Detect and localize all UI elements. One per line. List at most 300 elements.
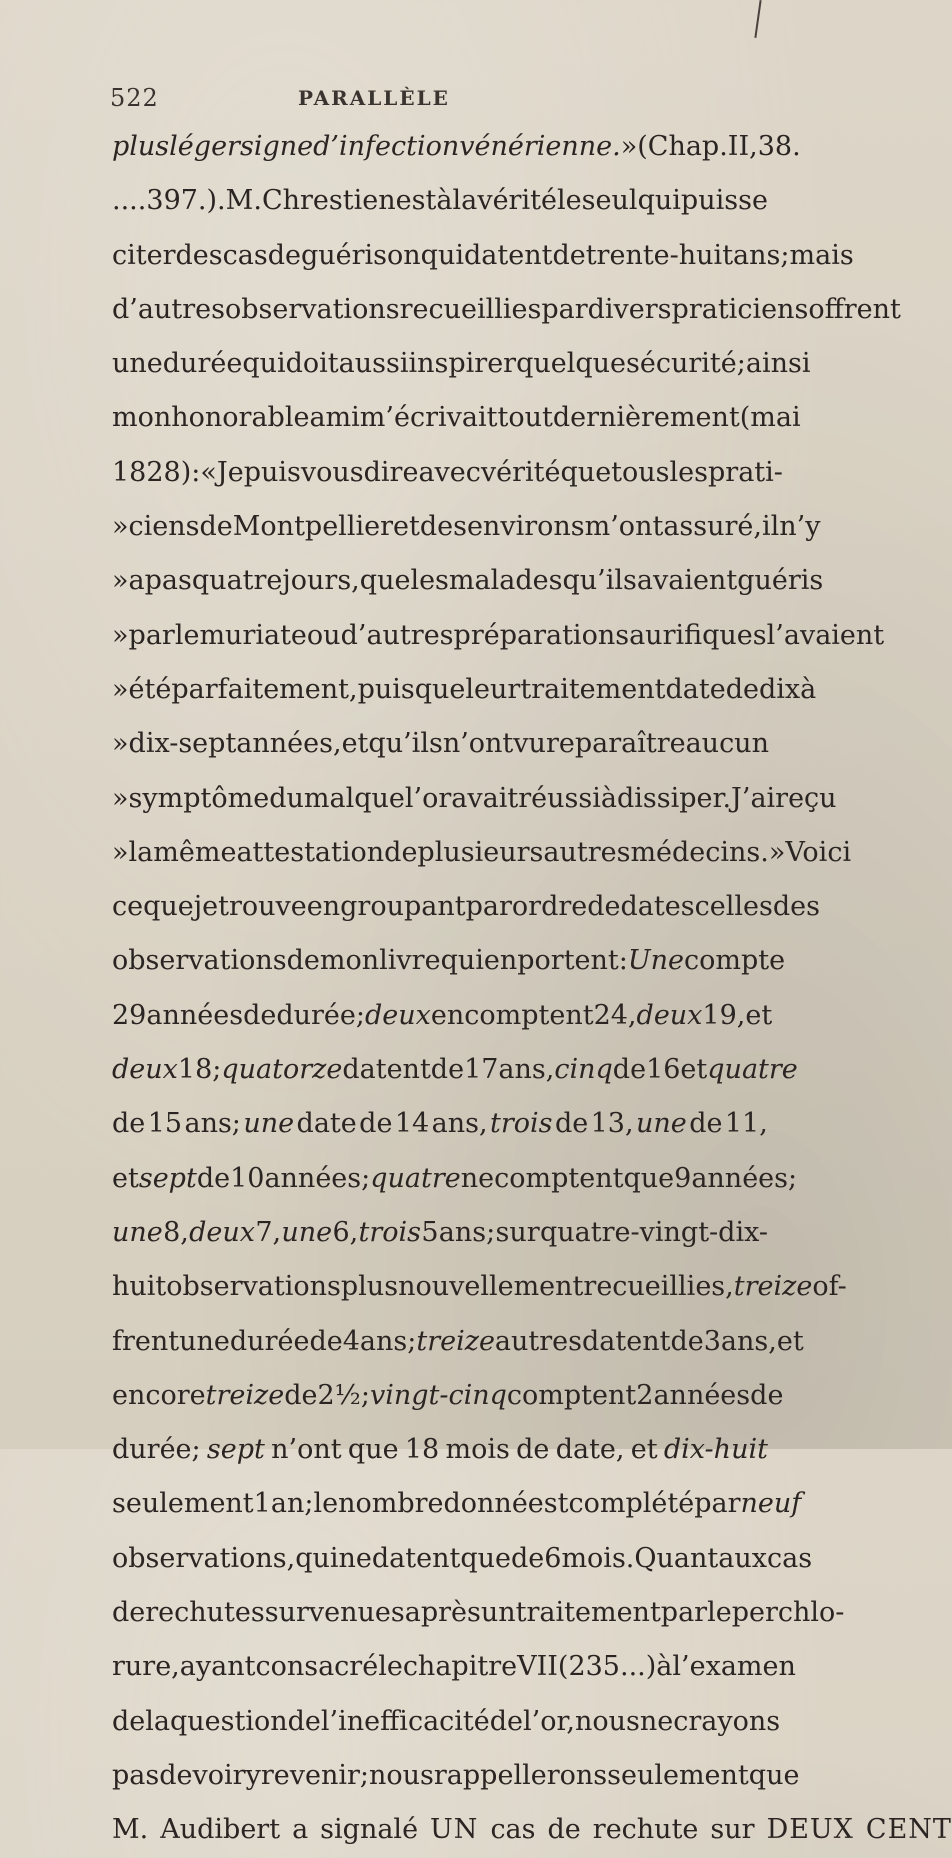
word: de — [547, 1814, 581, 1846]
word: 8, — [163, 1216, 189, 1248]
text-line — [112, 880, 820, 934]
word: datent — [342, 1054, 431, 1086]
word: crayons — [673, 1705, 781, 1737]
word: Voici — [785, 836, 852, 868]
word: que — [623, 1162, 675, 1194]
word: le — [707, 1597, 732, 1629]
word: qui — [242, 348, 286, 380]
word: années; — [264, 1162, 371, 1194]
word: l’or, — [523, 1705, 576, 1737]
text-line — [112, 283, 901, 337]
word: une — [179, 1325, 230, 1357]
word: parfaitement, — [171, 673, 358, 705]
word: sept — [206, 1434, 265, 1466]
word: n’y — [779, 511, 821, 543]
word: date, — [555, 1434, 625, 1466]
word: de — [309, 1325, 343, 1357]
word: durée — [229, 1325, 310, 1357]
word: II, — [727, 131, 758, 162]
word: et — [680, 1054, 708, 1086]
word: ans; — [733, 239, 790, 271]
word: honorable — [171, 402, 310, 434]
word: a — [128, 565, 145, 597]
text-line — [112, 1097, 768, 1151]
text-line — [112, 120, 801, 174]
word: date — [665, 673, 726, 705]
text-line — [112, 1369, 784, 1423]
running-head: PARALLÈLE — [298, 86, 450, 110]
word: divers — [587, 293, 672, 325]
word: question — [170, 1705, 288, 1737]
word: de — [587, 891, 621, 923]
text-line — [112, 1423, 768, 1477]
word: deux — [112, 1054, 178, 1086]
word: symptôme — [128, 782, 270, 814]
word: 1828) — [112, 456, 192, 488]
word: pas — [144, 565, 192, 597]
word: et — [630, 1434, 658, 1466]
word: de — [670, 1325, 704, 1357]
word: nous — [575, 1705, 640, 1737]
word: et — [112, 1162, 139, 1194]
word: 18 — [404, 1434, 440, 1466]
word: (Chap. — [637, 131, 728, 162]
word: m’ont — [584, 511, 664, 543]
word: date — [296, 1108, 357, 1140]
word: attestation — [236, 836, 385, 868]
word: de — [750, 1379, 784, 1411]
word: été — [128, 673, 172, 705]
word: 38. — [757, 131, 801, 162]
word: de — [554, 1108, 589, 1140]
text-line — [112, 1695, 781, 1749]
word: 29 — [112, 999, 147, 1031]
text-line — [112, 229, 854, 283]
word: treize — [416, 1325, 495, 1357]
word: mon — [112, 402, 172, 434]
word: CENT — [865, 1814, 952, 1846]
word: que — [359, 565, 411, 597]
word: plus — [340, 1271, 399, 1303]
word: cas — [490, 1814, 536, 1846]
word: dire — [363, 456, 419, 488]
word: qu’ils — [368, 728, 443, 760]
word: de — [725, 673, 759, 705]
word: de — [689, 1108, 723, 1140]
text-line — [112, 663, 817, 717]
text-line — [112, 1749, 800, 1803]
word: des — [772, 891, 820, 923]
word: seulement — [112, 1488, 254, 1520]
word: de — [112, 1705, 146, 1737]
word: 24, — [593, 999, 637, 1031]
word: durée — [162, 348, 243, 380]
word: 14 — [394, 1108, 430, 1140]
word: revenir; — [260, 1759, 369, 1791]
word: par — [465, 891, 512, 923]
word: » — [112, 511, 129, 543]
word: dissiper. — [616, 782, 732, 814]
word: mois. — [561, 1542, 635, 1574]
text-line — [112, 1260, 847, 1314]
word: seul — [581, 185, 638, 217]
text-line — [112, 1640, 796, 1694]
word: trois — [490, 1108, 553, 1140]
word: ans, — [720, 1325, 777, 1357]
word: ne — [460, 1162, 495, 1194]
word: et — [745, 999, 773, 1031]
word: vu — [513, 728, 546, 760]
word: d’infection — [313, 131, 460, 162]
word: environs — [466, 511, 585, 543]
word: of- — [812, 1271, 847, 1303]
text-line — [112, 1477, 802, 1531]
word: DEUX — [766, 1814, 854, 1846]
word: est — [395, 185, 437, 217]
page-number: 522 — [110, 84, 159, 112]
word: quatorze — [221, 1054, 343, 1086]
word: dates — [620, 891, 695, 923]
word: groupant — [340, 891, 466, 923]
word: médecins. — [630, 836, 769, 868]
word: années — [146, 999, 244, 1031]
word: M. — [112, 1814, 149, 1846]
text-line — [112, 934, 786, 988]
word: ainsi — [745, 348, 811, 380]
word: leur — [465, 673, 521, 705]
word: sur — [710, 1814, 755, 1846]
word: une — [636, 1108, 687, 1140]
word: est — [527, 1488, 569, 1520]
word: et — [341, 728, 369, 760]
word: léger — [169, 131, 240, 162]
word: UN — [430, 1814, 479, 1846]
word: l’inefficacité — [320, 1705, 490, 1737]
word: ans, — [431, 1108, 488, 1140]
word: aussi — [338, 348, 409, 380]
word: quelque — [516, 348, 627, 380]
word: la — [128, 836, 154, 868]
word: à — [436, 185, 453, 217]
word: chapitre — [402, 1651, 518, 1683]
word: dix — [758, 673, 801, 705]
word: vénérienne. — [459, 131, 621, 162]
word: ans; — [184, 1108, 241, 1140]
word: survenues — [264, 1597, 405, 1629]
word: les — [669, 456, 709, 488]
word: l’or — [404, 782, 452, 814]
word: de — [430, 1054, 465, 1086]
word: trois — [358, 1216, 422, 1248]
word: jours, — [282, 565, 360, 597]
word: observations — [112, 945, 287, 977]
word: par — [660, 1597, 708, 1629]
text-line — [112, 609, 885, 663]
word: 6 — [544, 1542, 562, 1574]
word: treize — [733, 1271, 813, 1303]
word: cas — [766, 1542, 813, 1574]
word: que — [560, 456, 612, 488]
word: huit — [112, 1271, 167, 1303]
word: de — [287, 1705, 321, 1737]
word: des — [419, 511, 467, 543]
word: ans; — [359, 1325, 417, 1357]
word: qui — [440, 945, 484, 977]
word: » — [112, 565, 129, 597]
word: Quant — [634, 1542, 719, 1574]
word: de — [286, 945, 320, 977]
word: portent — [517, 945, 619, 977]
word: m’écrivait — [359, 402, 498, 434]
word: ayant — [179, 1651, 256, 1683]
text-line — [112, 717, 768, 771]
word: deux — [636, 999, 703, 1031]
page-header — [110, 84, 770, 118]
word: traitement — [520, 673, 666, 705]
word: ciens — [128, 511, 200, 543]
word: il — [761, 511, 780, 543]
word: » — [112, 782, 129, 814]
word: 11, — [724, 1108, 768, 1140]
word: M. — [225, 185, 262, 217]
word: puisque — [357, 673, 466, 705]
word: treize — [205, 1379, 285, 1411]
word: guéris — [737, 565, 824, 597]
word: plus — [112, 131, 170, 162]
word: pas — [112, 1759, 160, 1791]
word: et — [392, 511, 420, 543]
word: à — [656, 1651, 673, 1683]
word: 397.). — [146, 185, 226, 217]
word: par — [694, 1488, 741, 1520]
word: même — [153, 836, 237, 868]
word: de — [199, 511, 233, 543]
word: qu’ils — [562, 565, 637, 597]
word: de — [359, 1108, 393, 1140]
word: » — [620, 131, 638, 162]
word: mais — [789, 239, 854, 271]
word: vous — [300, 456, 364, 488]
word: par — [541, 293, 588, 325]
word: 4 — [342, 1325, 360, 1357]
word: 3 — [703, 1325, 721, 1357]
word: mal — [303, 782, 355, 814]
word: de — [243, 999, 277, 1031]
word: malades — [448, 565, 563, 597]
text-line — [112, 1315, 804, 1369]
word: vérité — [480, 456, 561, 488]
word: datent — [371, 1542, 461, 1574]
word: avait — [451, 782, 519, 814]
word: livre — [379, 945, 441, 977]
word: autres — [543, 836, 631, 868]
word: deux — [189, 1216, 256, 1248]
word: 19, — [702, 999, 746, 1031]
word: rappellerons — [433, 1759, 608, 1791]
word: de — [112, 1108, 146, 1140]
word: datent — [463, 239, 553, 271]
word: quatre — [191, 565, 283, 597]
word: Audibert — [160, 1814, 281, 1846]
word: y — [245, 1759, 261, 1791]
word: dernièrement — [552, 402, 740, 434]
body-text — [112, 120, 952, 1858]
text-line — [112, 174, 768, 228]
word: guérison — [300, 239, 421, 271]
word: frent — [112, 1325, 180, 1357]
word: de — [489, 1705, 524, 1737]
word: complété — [568, 1488, 695, 1520]
word: tous — [611, 456, 670, 488]
word: VII — [517, 1651, 558, 1683]
word: quatre — [707, 1054, 798, 1086]
word: de — [612, 1054, 647, 1086]
word: recueillies, — [583, 1271, 734, 1303]
word: signalé — [320, 1814, 419, 1846]
text-line — [112, 1043, 798, 1097]
word: ½; — [334, 1379, 370, 1411]
word: durée; — [112, 1434, 201, 1466]
word: réussi — [518, 782, 601, 814]
word: le — [378, 1651, 403, 1683]
word: J’ai — [731, 782, 776, 814]
word: en — [430, 999, 465, 1031]
word: d’autres — [340, 619, 454, 651]
word: » — [112, 673, 129, 705]
word: ans; — [438, 1216, 496, 1248]
word: observations — [166, 1271, 341, 1303]
word: ans, — [498, 1054, 555, 1086]
word: quatre — [370, 1162, 461, 1194]
word: ne — [338, 1542, 372, 1574]
word: trouve — [218, 891, 307, 923]
word: « — [200, 456, 217, 488]
word: préparations — [453, 619, 630, 651]
word: mon — [319, 945, 380, 977]
word: » — [768, 836, 786, 868]
word: 17 — [464, 1054, 499, 1086]
word: .... — [112, 185, 147, 217]
word: à — [800, 673, 817, 705]
word: que — [347, 1434, 399, 1466]
word: sept — [138, 1162, 197, 1194]
word: en — [483, 945, 518, 977]
word: les — [410, 565, 449, 597]
word: durée; — [276, 999, 365, 1031]
word: de — [516, 1434, 550, 1466]
text-line — [112, 826, 852, 880]
word: comptent — [506, 1379, 637, 1411]
word: tout — [497, 402, 553, 434]
word: trente-huit — [585, 239, 734, 271]
word: 2 — [317, 1379, 335, 1411]
text-line — [112, 446, 783, 500]
word: avec — [418, 456, 481, 488]
word: 9 — [674, 1162, 692, 1194]
word: années — [653, 1379, 751, 1411]
word: de — [384, 836, 418, 868]
word: (mai — [739, 402, 801, 434]
word: donné — [443, 1488, 528, 1520]
word: après — [404, 1597, 481, 1629]
word: de — [112, 1597, 146, 1629]
word: avaient — [636, 565, 738, 597]
word: 7, — [255, 1216, 282, 1248]
word: compte — [684, 945, 786, 977]
word: une — [281, 1216, 333, 1248]
word: offrent — [808, 293, 901, 325]
text-line — [112, 500, 821, 554]
word: et — [776, 1325, 804, 1357]
word: ne — [639, 1705, 674, 1737]
word: des — [175, 239, 223, 271]
word: 16 — [646, 1054, 681, 1086]
word: que — [748, 1759, 800, 1791]
word: de — [196, 1162, 231, 1194]
word: dix-huit — [663, 1434, 768, 1466]
word: rechutes — [145, 1597, 265, 1629]
text-line — [112, 391, 801, 445]
word: 1 — [253, 1488, 271, 1520]
word: 6, — [332, 1216, 359, 1248]
text-line — [112, 1206, 768, 1260]
word: de — [267, 239, 301, 271]
word: le — [556, 185, 582, 217]
word: n’ont — [442, 728, 514, 760]
word: rure, — [112, 1651, 180, 1683]
word: Une — [627, 945, 684, 977]
word: vingt-cinq — [369, 1379, 507, 1411]
word: comptent — [494, 1162, 624, 1194]
word: n’ont — [271, 1434, 342, 1466]
word: prati- — [708, 456, 783, 488]
word: que — [460, 1542, 511, 1574]
word: » — [112, 836, 129, 868]
word: qui — [420, 239, 464, 271]
word: plusieurs — [417, 836, 544, 868]
word: rechute — [592, 1814, 699, 1846]
word: années, — [236, 728, 342, 760]
word: autres — [494, 1325, 582, 1357]
word: à — [600, 782, 617, 814]
margin-mark — [754, 0, 761, 38]
word: puisse — [680, 185, 768, 217]
word: muriate — [199, 619, 307, 651]
word: assuré, — [663, 511, 762, 543]
word: que — [354, 782, 405, 814]
word: Chrestien — [261, 185, 396, 217]
word: vérité — [477, 185, 557, 217]
word: inspirer — [408, 348, 517, 380]
word: 18; — [177, 1054, 222, 1086]
word: je — [193, 891, 219, 923]
word: d’autres — [112, 293, 225, 325]
word: ce — [112, 891, 144, 923]
word: sécurité; — [626, 348, 746, 380]
word: nous — [369, 1759, 434, 1791]
word: une — [112, 348, 163, 380]
word: 5 — [421, 1216, 439, 1248]
word: : — [191, 456, 201, 488]
word: ou — [306, 619, 341, 651]
word: celles — [694, 891, 773, 923]
word: praticiens — [671, 293, 809, 325]
text-line — [112, 1152, 798, 1206]
word: du — [269, 782, 304, 814]
text-line — [112, 1586, 845, 1640]
text-line — [112, 337, 811, 391]
word: nouvellement — [398, 1271, 584, 1303]
